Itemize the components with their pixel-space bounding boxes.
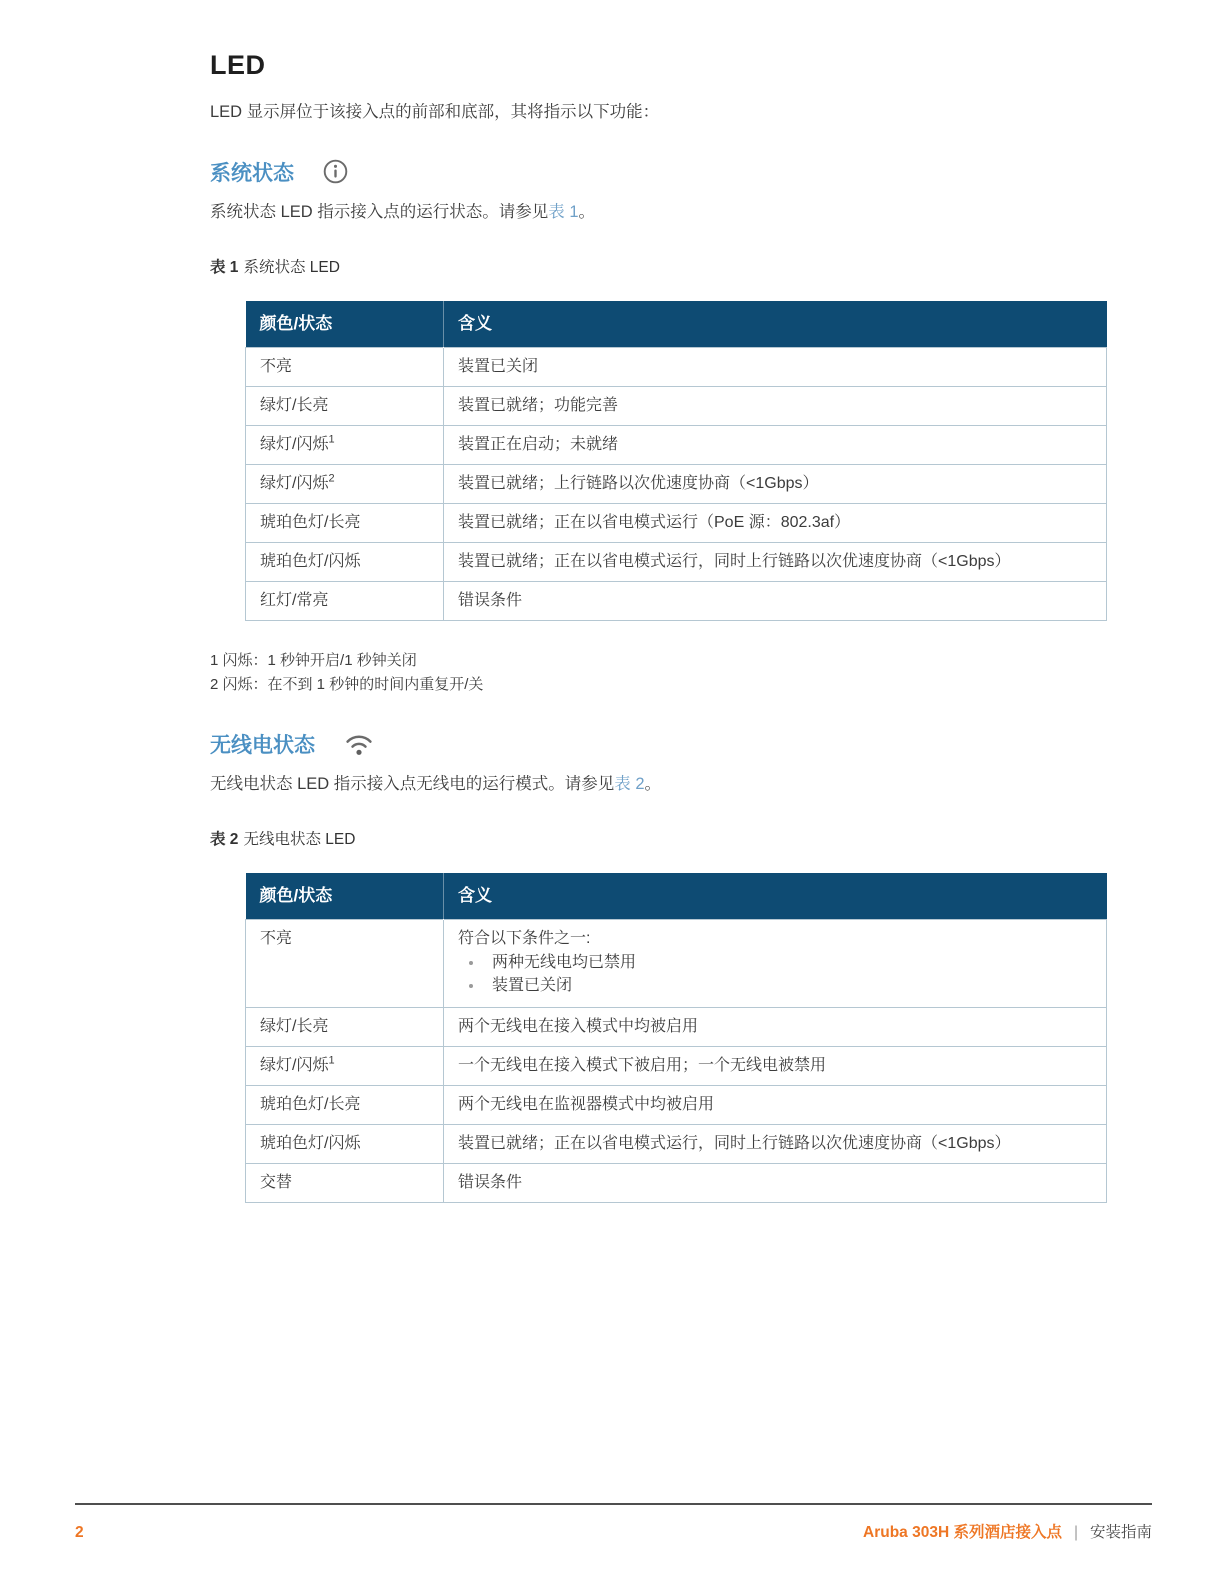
footer-separator: | (1073, 1524, 1078, 1541)
table-row (246, 1163, 1107, 1202)
footnote-ref: 2 (328, 472, 335, 485)
footer-doc-type: 安装指南 (1089, 1524, 1152, 1541)
bullet-item: • 两种无线电均已禁用 (484, 952, 1092, 974)
table-head (246, 873, 1107, 920)
meaning-cell: 装置已就绪；正在以省电模式运行（PoE 源：802.3af） (444, 503, 1107, 542)
table-row (246, 386, 1107, 425)
table-row (246, 919, 1107, 1007)
color-state-cell: 琥珀色灯/长亮 (246, 1085, 444, 1124)
footnote-ref: 1 (328, 433, 335, 446)
column-header: 颜色/状态 (246, 873, 444, 920)
paragraph-text: 。 (578, 202, 596, 221)
section-heading-radio-status: 无线电状态 (210, 733, 315, 757)
table2-link[interactable]: 表 2 (614, 774, 645, 793)
page-title: LED (210, 50, 266, 80)
column-header: 含义 (444, 873, 1107, 920)
color-state-cell: 红灯/常亮 (246, 581, 444, 620)
color-state-cell: 绿灯/长亮 (246, 1007, 444, 1046)
meaning-cell: 错误条件 (444, 1163, 1107, 1202)
system-status-table (245, 301, 1107, 621)
footer-right (863, 1520, 1152, 1542)
footnote: 2 闪烁：在不到 1 秒钟的时间内重复开/关 (210, 675, 484, 693)
section-heading-system-status: 系统状态 (210, 161, 294, 185)
paragraph-text: 无线电状态 LED 指示接入点无线电的运行模式。请参见 (210, 774, 615, 793)
paragraph-text: 。 (644, 774, 662, 793)
color-state-cell: 不亮 (246, 919, 444, 1007)
radio-status-paragraph (210, 773, 1114, 797)
caption-label: 表 2 (210, 830, 239, 848)
table-row (246, 1046, 1107, 1085)
table-row (246, 503, 1107, 542)
page-footer (75, 1503, 1152, 1542)
color-state-cell: 琥珀色灯/长亮 (246, 503, 444, 542)
wifi-icon (343, 731, 375, 757)
meaning-cell: 装置已关闭 (444, 347, 1107, 386)
paragraph-text: 系统状态 LED 指示接入点的运行状态。请参见 (210, 202, 549, 221)
info-icon (322, 158, 349, 185)
meaning-cell: 两个无线电在接入模式中均被启用 (444, 1007, 1107, 1046)
color-state-cell: 绿灯/闪烁$^2$ (246, 464, 444, 503)
bullet-item: • 装置已关闭 (484, 975, 1092, 997)
table-header-row (246, 301, 1107, 348)
table-row (246, 464, 1107, 503)
color-state-cell: 绿灯/闪烁$^1$ (246, 425, 444, 464)
color-state-cell: 交替 (246, 1163, 444, 1202)
color-state-cell: 琥珀色灯/闪烁 (246, 1124, 444, 1163)
color-state-cell: 琥珀色灯/闪烁 (246, 542, 444, 581)
meaning-intro: 符合以下条件之一: (458, 929, 591, 947)
meaning-cell: 装置已就绪；功能完善 (444, 386, 1107, 425)
table-body (246, 919, 1107, 1202)
meaning-cell: 两个无线电在监视器模式中均被启用 (444, 1085, 1107, 1124)
column-header: 含义 (444, 301, 1107, 348)
column-header: 颜色/状态 (246, 301, 444, 348)
meaning-bullet-list (458, 952, 1092, 997)
meaning-cell: 装置已就绪；正在以省电模式运行，同时上行链路以次优速度协商（<1Gbps） (444, 1124, 1107, 1163)
caption-title: 无线电状态 LED (243, 830, 356, 848)
table-row (246, 1007, 1107, 1046)
table-head (246, 301, 1107, 348)
table1-link[interactable]: 表 1 (548, 202, 579, 221)
table1-caption (210, 255, 1114, 277)
table-body (246, 347, 1107, 620)
table1-footnotes (210, 649, 1114, 697)
table-row (246, 1085, 1107, 1124)
footnote: 1 闪烁：1 秒钟开启/1 秒钟关闭 (210, 651, 417, 669)
table-row (246, 1124, 1107, 1163)
caption-title: 系统状态 LED (243, 258, 340, 276)
color-state-cell: 不亮 (246, 347, 444, 386)
table-row (246, 542, 1107, 581)
system-status-heading-row (210, 157, 1114, 187)
meaning-cell: 装置正在启动；未就绪 (444, 425, 1107, 464)
table-row (246, 347, 1107, 386)
footnote-ref: 1 (328, 1054, 335, 1067)
meaning-cell: 装置已就绪；正在以省电模式运行，同时上行链路以次优速度协商（<1Gbps） (444, 542, 1107, 581)
meaning-cell: 错误条件 (444, 581, 1107, 620)
color-state-cell: 绿灯/长亮 (246, 386, 444, 425)
meaning-cell: 装置已就绪；上行链路以次优速度协商（<1Gbps） (444, 464, 1107, 503)
intro-paragraph: LED 显示屏位于该接入点的前部和底部，其将指示以下功能： (210, 103, 660, 121)
color-state-cell: 绿灯/闪烁$^1$ (246, 1046, 444, 1085)
radio-status-table (245, 873, 1107, 1203)
table-row (246, 425, 1107, 464)
radio-status-heading-row (210, 729, 1114, 759)
meaning-cell (444, 919, 1107, 1007)
caption-label: 表 1 (210, 258, 239, 276)
table-header-row (246, 873, 1107, 920)
system-status-paragraph (210, 201, 1114, 225)
footer-page-number: 2 (75, 1524, 84, 1541)
table2-caption (210, 827, 1114, 849)
meaning-cell: 一个无线电在接入模式下被启用；一个无线电被禁用 (444, 1046, 1107, 1085)
table-row (246, 581, 1107, 620)
footer-product-name: Aruba 303H 系列酒店接入点 (863, 1524, 1062, 1541)
